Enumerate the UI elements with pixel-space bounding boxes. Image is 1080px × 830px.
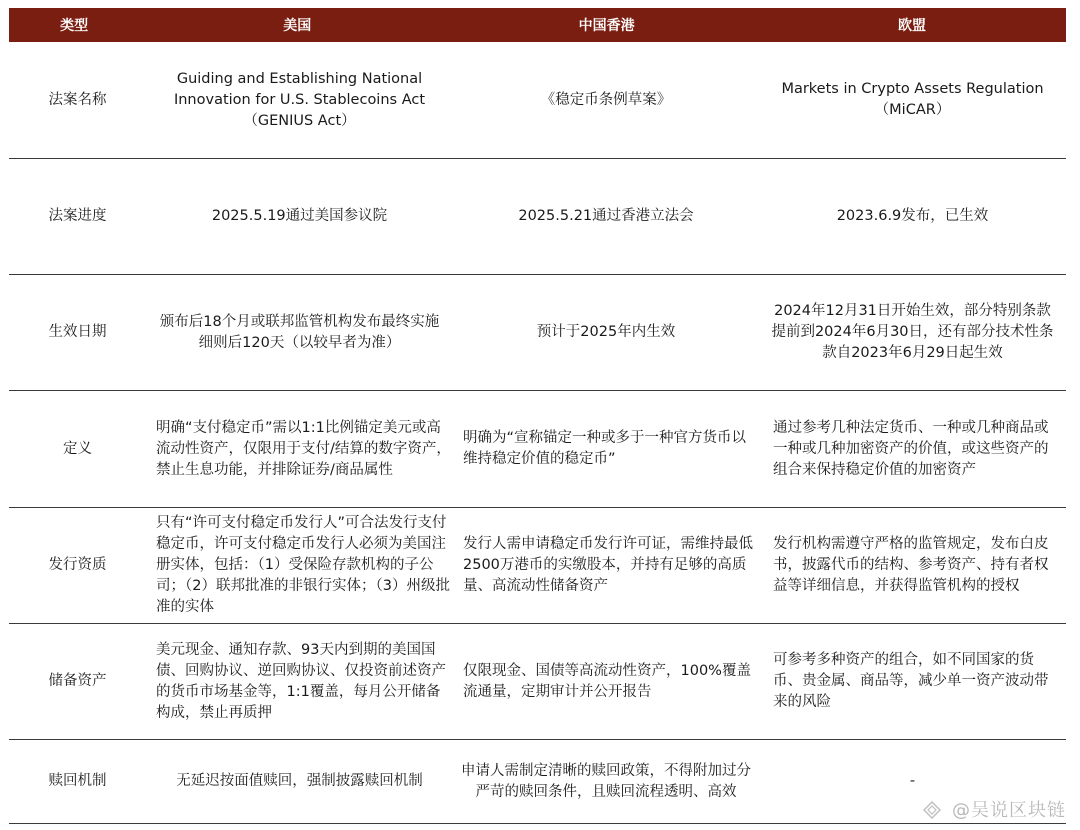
header-hk: 中国香港 (578, 18, 635, 34)
cell-hk: 预计于2025年内生效 (536, 324, 676, 340)
table-header (9, 8, 1066, 42)
cell-hk: 仅限现金、国债等高流动性资产，100%覆盖流通量，定期审计并公开报告 (463, 662, 751, 700)
cell-us: 无延迟按面值赎回，强制披露赎回机制 (176, 773, 423, 789)
cell-hk: 发行人需申请稳定币发行许可证，需维持最低2500万港币的实缴股本，并持有足够的高质量、高流动性储备资产 (463, 536, 753, 594)
table-row (9, 391, 1066, 508)
table-row (9, 508, 1066, 624)
row-label: 法案进度 (48, 208, 107, 224)
row-label: 储备资产 (48, 673, 107, 689)
table-row (9, 740, 1066, 824)
cell-us: 颁布后18个月或联邦监管机构发布最终实施细则后120天（以较早者为准） (159, 313, 440, 351)
watermark (923, 796, 1070, 822)
table-row (9, 624, 1066, 740)
header-type: 类型 (60, 18, 89, 34)
cell-hk: 《稳定币条例草案》 (540, 91, 672, 108)
cell-hk: 2025.5.21通过香港立法会 (518, 208, 694, 224)
row-label: 赎回机制 (48, 773, 107, 789)
header-eu: 欧盟 (898, 18, 927, 34)
cell-us: 2025.5.19通过美国参议院 (211, 208, 388, 224)
cell-hk: 申请人需制定清晰的赎回政策，不得附加过分严苛的赎回条件，且赎回流程透明、高效 (461, 762, 751, 800)
cell-eu: 2023.6.9发布，已生效 (836, 208, 989, 224)
row-label: 法案名称 (48, 91, 107, 108)
table-row (9, 42, 1066, 159)
cell-eu: 通过参考几种法定货币、一种或几种商品或一种或几种加密资产的价值，或这些资产的组合来保持稳定价值的加密资产 (773, 419, 1049, 478)
watermark-text: @吴说区块链 (952, 800, 1066, 821)
table-row (9, 275, 1066, 391)
regulation-comparison-table (9, 8, 1066, 824)
row-label: 发行资质 (48, 557, 107, 573)
cell-us: 明确“支付稳定币”需以1:1比例锚定美元或高流动性资产，仅限用于支付/结算的数字资产，禁止生息功能，并排除证券/商品属性 (156, 419, 451, 478)
cell-us: 只有“许可支付稳定币发行人”可合法发行支付稳定币，许可支付稳定币发行人必须为美国注册实体，包括：（1）受保险存款机构的子公司；（2）联邦批准的非银行实体；（3）州级批准的实体 (156, 515, 450, 615)
cell-eu: 2024年12月31日开始生效，部分特别条款提前到2024年6月30日，还有部分技术性条款自2023年6月29日起生效 (771, 303, 1054, 361)
cell-us: 美元现金、通知存款、93天内到期的美国国债、回购协议、逆回购协议、仅投资前述资产的货币市场基金等，1:1覆盖，每月公开储备构成，禁止再质押 (156, 641, 446, 721)
cell-hk: 明确为“宣称锚定一种或多于一种官方货币以维持稳定价值的稳定币” (463, 430, 747, 467)
cell-eu: 发行机构需遵守严格的监管规定，发布白皮书，披露代币的结构、参考资产、持有者权益等详细信息，并获得监管机构的授权 (773, 536, 1049, 594)
cell-eu: 可参考多种资产的组合，如不同国家的货币、贵金属、商品等，减少单一资产波动带来的风险 (773, 652, 1049, 710)
cell-eu: Markets in Crypto Assets Regulation （MiCAR） (781, 81, 1044, 118)
cell-us: Guiding and Establishing National Innovation for U.S. Stablecoins Act （GENIUS Act） (173, 70, 426, 129)
row-label: 定义 (63, 440, 92, 457)
header-us: 美国 (283, 18, 312, 34)
cell-eu: - (909, 773, 916, 789)
diamond-logo-icon (923, 800, 948, 821)
row-label: 生效日期 (48, 324, 107, 340)
table-row (9, 159, 1066, 275)
